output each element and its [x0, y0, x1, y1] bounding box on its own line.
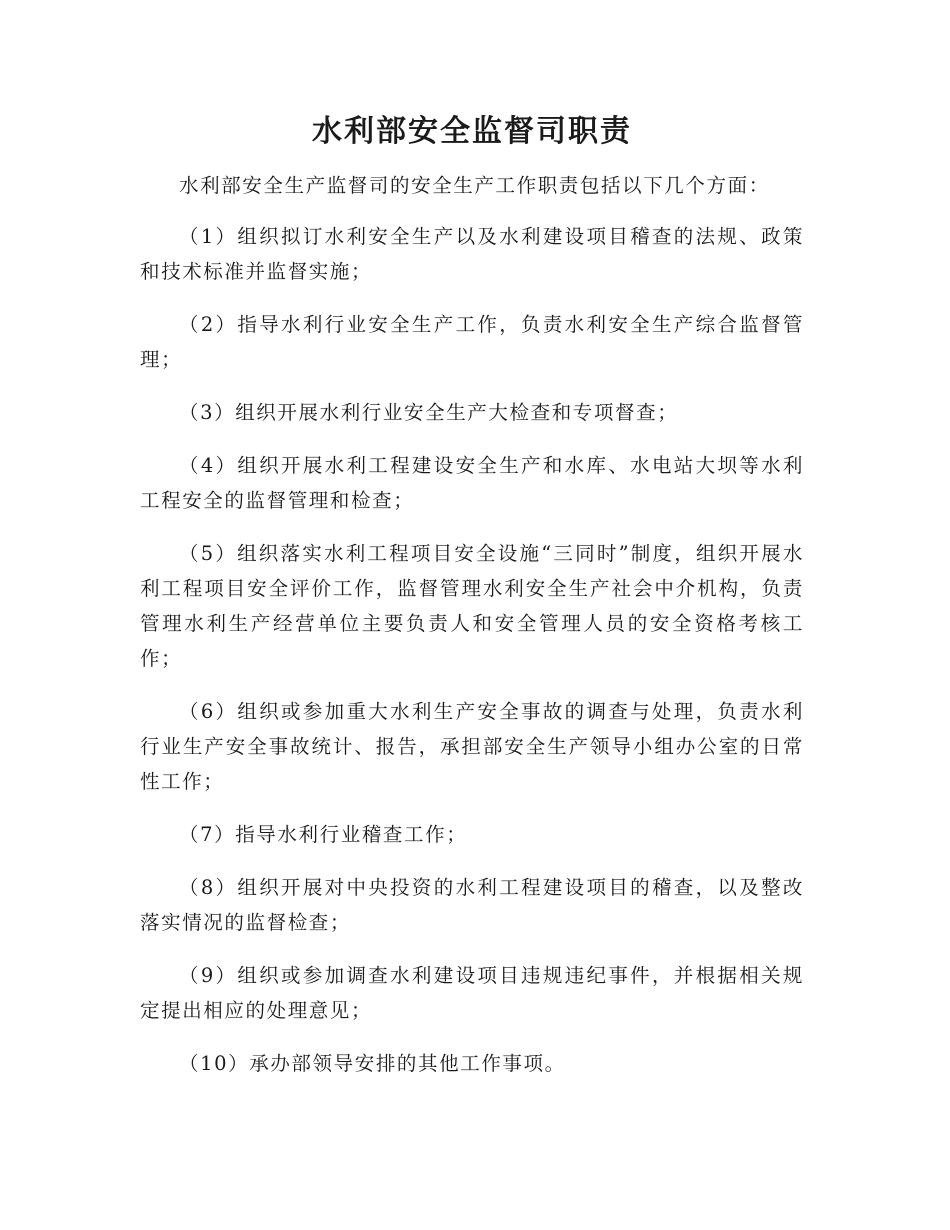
- duty-item-4: （4）组织开展水利工程建设安全生产和水库、水电站大坝等水利工程安全的监督管理和检查；: [140, 454, 804, 512]
- duty-item-5: （5）组织落实水利工程项目安全设施“三同时”制度，组织开展水利工程项目安全评价工作，监督管理水利安全生产社会中介机构，负责管理水利生产经营单位主要负责人和安全管理人员的安全资格考核工作；: [140, 542, 804, 670]
- duty-item-6: （6）组织或参加重大水利生产安全事故的调查与处理，负责水利行业生产安全事故统计、报告，承担部安全生产领导小组办公室的日常性工作；: [140, 700, 804, 793]
- duty-item-2: （2）指导水利行业安全生产工作，负责水利安全生产综合监督管理；: [140, 313, 804, 371]
- duty-item-9: （9）组织或参加调查水利建设项目违规违纪事件，并根据相关规定提出相应的处理意见；: [140, 964, 804, 1022]
- document-page: [140, 110, 804, 1099]
- duty-item-3: （3）组织开展水利行业安全生产大检查和专项督查；: [179, 401, 679, 424]
- duty-item-7: （7）指导水利行业稽查工作；: [179, 823, 468, 846]
- duty-item-1: （1）组织拟订水利安全生产以及水利建设项目稽查的法规、政策和技术标准并监督实施；: [140, 225, 804, 283]
- document-title: 水利部安全监督司职责: [312, 114, 632, 149]
- intro-paragraph: 水利部安全生产监督司的安全生产工作职责包括以下几个方面：: [179, 174, 770, 197]
- duty-item-10: （10）承办部领导安排的其他工作事项。: [179, 1052, 566, 1075]
- duty-item-8: （8）组织开展对中央投资的水利工程建设项目的稽查，以及整改落实情况的监督检查；: [140, 876, 804, 934]
